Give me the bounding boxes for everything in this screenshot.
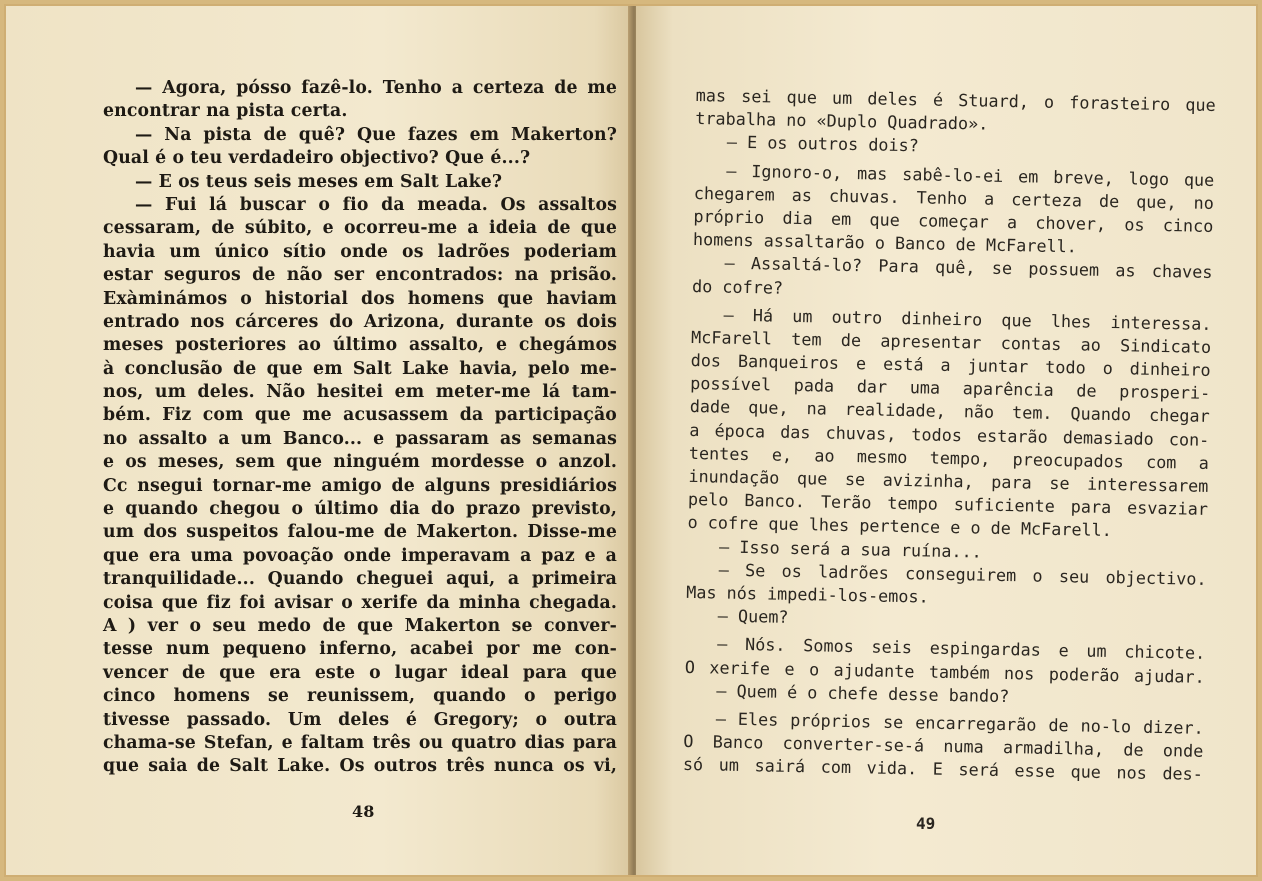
text-line: inundação que se avizinha, para se interessarem (688, 465, 1209, 496)
text-line: — E os outros dois? (726, 131, 920, 156)
text-line: — Agora, pósso fazê-lo. Tenho a certeza de me (135, 78, 617, 98)
text-line: chegarem as chuvas. Tenho a certeza de que, no (693, 182, 1215, 213)
left-page (6, 6, 632, 875)
text-line: O Banco converter-se-á numa armadilha, de onde (683, 730, 1204, 761)
text-line: — Na pista de quê? Que fazes em Makerton? (135, 124, 617, 145)
text-line: A ) ver o seu medo de que Makerton se conver- (103, 615, 617, 636)
text-line: só um sairá com vida. E será esse que nos des- (682, 754, 1204, 785)
text-line: — Fui lá buscar o fio da meada. Os assaltos (135, 194, 617, 215)
text-line: havia um único sítio onde os ladrões poderiam (103, 241, 617, 262)
text-line: no assalto a um Banco... e passaram as semanas (103, 428, 617, 449)
text-line: mas sei que um deles é Stuard, o forasteiro que (695, 84, 1216, 115)
text-line: Cc nsegui tornar-me amigo de alguns presidiários (103, 475, 617, 496)
text-line: trabalha no «Duplo Quadrado». (695, 108, 989, 134)
text-line: coisa que fiz foi avisar o xerife da minha chegada. (103, 592, 617, 613)
text-line: cessaram, de súbito, e ocorreu-me a ideia de que (103, 218, 617, 239)
text-line: possível pada dar uma aparência de prosperi- (690, 373, 1211, 404)
text-line: nos, um deles. Não hesitei em meter-me lá tam- (103, 382, 617, 403)
text-line: do cofre? (691, 275, 784, 298)
text-line: — Quem é o chefe desse bando? (716, 680, 1010, 706)
text-line: — Eles próprios se encarregarão de no-lo dizer. (715, 708, 1204, 738)
text-line: — Se os ladrões conseguirem o seu objectivo. (718, 559, 1207, 589)
text-line: cinco homens se reunissem, quando o perigo (103, 686, 617, 707)
text-line: — Isso será a sua ruína... (718, 536, 982, 562)
text-line: a época das chuvas, todos estarão demasiado con- (689, 419, 1210, 450)
text-line: tranquilidade... Quando cheguei aqui, a primeira (103, 569, 617, 590)
text-line: — Quem? (717, 605, 789, 627)
page-number-right: 49 (916, 814, 936, 833)
text-line: o cofre que lhes pertence e o de McFarell. (687, 512, 1113, 541)
text-line: encontrar na pista certa. (103, 101, 348, 122)
text-line: — Nós. Somos seis espingardas e um chicote. (717, 633, 1206, 664)
text-line: pelo Banco. Terão tempo suficiente para esvaziar (687, 489, 1209, 520)
text-line: e quando chegou o último dia do prazo previsto, (103, 499, 617, 520)
text-line: — E os teus seis meses em Salt Lake? (135, 171, 503, 192)
text-line: estar seguros de não ser encontrados: na prisão. (103, 265, 617, 286)
page-number-left: 48 (352, 802, 375, 821)
text-line: que era uma povoação onde imperavam a paz e a (103, 545, 617, 566)
text-line: — Há um outro dinheiro que lhes interessa. (723, 304, 1212, 334)
text-line: Mas nós impedi-los-emos. (686, 581, 929, 607)
text-line: próprio dia em que começar a chover, os cinco (693, 205, 1214, 236)
text-line: que saia de Salt Lake. Os outros três nunca os vi, (103, 756, 617, 777)
text-line: dos Banqueiros e está a juntar todo o dinheiro (690, 350, 1211, 380)
text-line: vencer de que era este o lugar ideal para que (103, 662, 617, 683)
text-line: homens assaltarão o Banco de McFarell. (692, 229, 1078, 257)
text-line: à conclusão de que em Salt Lake havia, pelo me- (103, 358, 617, 379)
text-line: — Assaltá-lo? Para quê, se possuem as chaves (724, 252, 1213, 283)
text-line: McFarell tem de apresentar contas ao Sindicato (690, 326, 1212, 357)
text-line: tentes e, ao mesmo tempo, preocupados com a (688, 442, 1210, 473)
text-line: tesse num pequeno inferno, acabei por me con- (103, 639, 617, 660)
text-line: bém. Fiz com que me acusassem da participação (103, 405, 617, 426)
left-page-text (103, 77, 617, 779)
text-line: chama-se Stefan, e faltam três ou quatro dias para (103, 732, 617, 753)
right-page (636, 6, 1256, 875)
right-page-text (683, 84, 1216, 786)
text-line: Exàminámos o historial dos homens que haviam (103, 288, 617, 309)
text-line: dade que, na realidade, não tem. Quando chegar (689, 396, 1210, 427)
text-line: Qual é o teu verdadeiro objectivo? Que é...? (103, 148, 531, 169)
text-line: tivesse passado. Um deles é Gregory; o outra (103, 709, 617, 730)
text-line: e os meses, sem que ninguém mordesse o anzol. (103, 452, 617, 473)
text-line: entrado nos cárceres do Arizona, durante os dois (103, 311, 617, 332)
text-line: um dos suspeitos falou-me de Makerton. Disse-me (103, 522, 617, 543)
text-line: O xerife e o ajudante também nos poderão ajudar. (684, 656, 1205, 687)
text-line: — Ignoro-o, mas sabê-lo-ei em breve, logo que (726, 160, 1215, 190)
text-line: meses posteriores ao último assalto, e chegámos (103, 335, 617, 356)
